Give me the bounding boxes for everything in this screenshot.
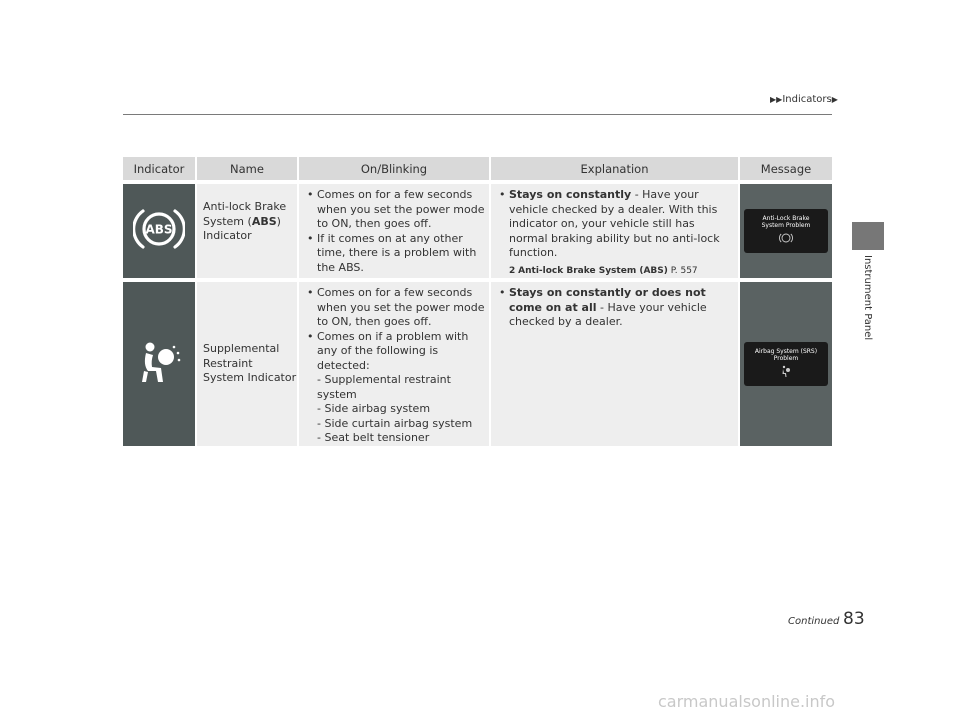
section-label-text: Instrument Panel	[862, 255, 873, 341]
breadcrumb-arrow: ▶▶	[770, 95, 783, 104]
page-reference[interactable]: 2 Anti-lock Brake System (ABS) P. 557	[509, 265, 698, 276]
abs-mini-icon	[779, 232, 793, 244]
list-subitem: - Side airbag system	[317, 402, 431, 415]
header-name: Name	[196, 157, 298, 182]
indicator-cell	[123, 182, 196, 280]
reference-arrow-icon: 2	[509, 265, 516, 276]
list-subitem: - Side curtain airbag system	[317, 416, 473, 430]
header-message: Message	[739, 157, 832, 182]
explanation-cell	[490, 182, 739, 280]
page-number: 83	[843, 609, 865, 629]
table-row	[123, 280, 832, 446]
table-header-row	[123, 157, 832, 182]
header-divider	[123, 114, 832, 115]
header-explanation: Explanation	[490, 157, 739, 182]
indicator-name: Supplemental Restraint System Indicator	[196, 280, 298, 446]
indicator-cell	[123, 280, 196, 446]
explanation-cell	[490, 280, 739, 446]
list-subitem: - Supplemental restraint system	[317, 373, 451, 401]
breadcrumb	[770, 94, 838, 105]
section-tab	[852, 222, 884, 250]
header-indicator: Indicator	[123, 157, 196, 182]
list-item: • Stays on constantly or does not come on at all - Have your vehicle checked by a dealer.	[499, 286, 734, 330]
on-blinking-cell	[298, 280, 490, 446]
abs-warning-icon	[133, 205, 185, 253]
table-row	[123, 182, 832, 280]
breadcrumb-section[interactable]: Indicators	[782, 94, 832, 105]
list-item: • Comes on if a problem with any of the following is detected: - Supplemental restraint system - Side airbag system - Side curtain airbag system - Seat belt tensioner	[307, 330, 485, 446]
section-label	[852, 255, 884, 375]
svg-text:ABS: ABS	[145, 222, 173, 237]
message-cell	[739, 280, 832, 446]
continued-label: Continued	[788, 616, 840, 627]
list-item: • Comes on for a few seconds when you set the power mode to ON, then goes off.	[307, 286, 485, 330]
list-item: • Stays on constantly - Have your vehicle checked by a dealer. With this indicator on, your vehicle still has normal braking ability but no anti-lock function.	[499, 188, 734, 261]
header-on-blinking: On/Blinking	[298, 157, 490, 182]
message-cell	[739, 182, 832, 280]
watermark: carmanualsonline.info	[658, 692, 836, 711]
breadcrumb-end-arrow: ▶	[831, 95, 838, 104]
list-item: • Comes on for a few seconds when you set the power mode to ON, then goes off.	[307, 188, 485, 232]
airbag-warning-icon	[133, 338, 185, 386]
list-subitem: - Seat belt tensioner	[317, 431, 430, 444]
indicator-name: Anti-lock Brake System (ABS) Indicator	[196, 182, 298, 280]
airbag-mini-icon	[779, 365, 793, 377]
message-display: Airbag System (SRS) Problem	[744, 342, 828, 386]
on-blinking-cell	[298, 182, 490, 280]
indicator-table	[123, 157, 832, 446]
message-display: Anti-Lock Brake System Problem	[744, 209, 828, 253]
list-item: • If it comes on at any other time, there is a problem with the ABS.	[307, 232, 485, 276]
